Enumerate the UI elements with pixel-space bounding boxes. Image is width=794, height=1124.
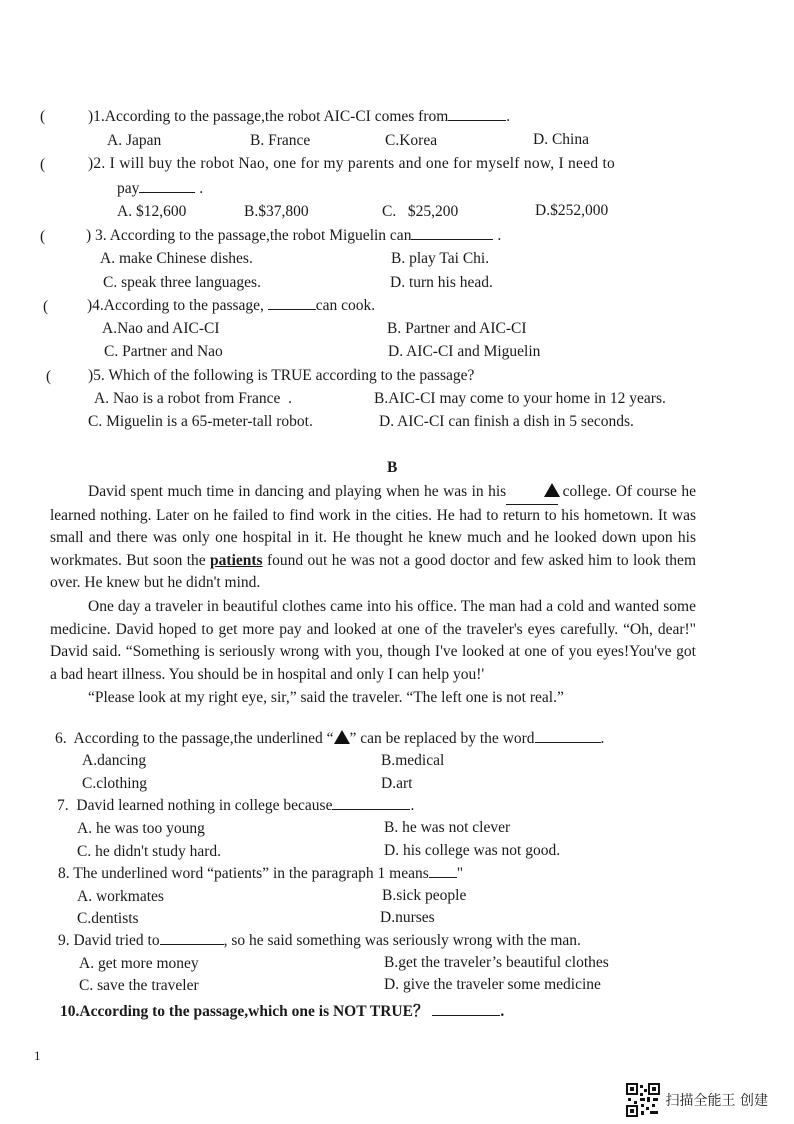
option-a: A. Nao is a robot from France . <box>94 390 293 407</box>
option-b: B.AIC-CI may come to your home in 12 years. <box>374 390 666 407</box>
answer-blank[interactable] <box>535 742 601 743</box>
scanner-watermark <box>626 1083 768 1117</box>
triangle-icon <box>334 730 350 744</box>
watermark-text: 扫描全能王 创建 <box>665 1093 768 1109</box>
option-d: D.art <box>381 775 413 792</box>
option-a: A. get more money <box>79 955 199 972</box>
option-b: B. France <box>250 132 311 149</box>
answer-paren: ( <box>40 108 46 125</box>
option-a: A. $12,600 <box>117 203 187 220</box>
question-number: )5. <box>88 367 105 384</box>
triangle-icon <box>544 483 560 497</box>
option-b: B. he was not clever <box>384 819 511 836</box>
qr-code-icon <box>626 1083 660 1117</box>
option-b: B.$37,800 <box>244 203 309 220</box>
option-c: C. Partner and Nao <box>104 343 223 360</box>
option-d: D. AIC-CI can finish a dish in 5 seconds. <box>379 413 634 430</box>
underlined-word: patients <box>210 551 263 569</box>
answer-paren: ( <box>43 298 49 315</box>
question-stem: According to the passage,the robot AIC-CI comes from <box>104 108 449 125</box>
question-number: )2. <box>88 155 106 172</box>
option-d: D. turn his head. <box>390 274 493 291</box>
question-stem: Which of the following is TRUE according to the passage? <box>108 367 475 384</box>
answer-paren: ( <box>40 156 46 173</box>
question-stem: I will buy the robot Nao, one for my parents and one for myself now, I need to <box>109 155 615 172</box>
paragraph-2: One day a traveler in beautiful clothes came into his office. The man had a cold and wanted some medicine. David hoped to get more pay and looked at one of the traveler's eyes carefully. “Oh, dear!" David said. “Something is seriously wrong with you, though I've looked at one of you eyes!You've got a bad heart illness. You should be in hospital and only I can help you!' <box>50 597 696 683</box>
question-number: )4. <box>87 297 104 314</box>
option-d: D. AIC-CI and Miguelin <box>388 343 541 360</box>
question-number: 9. <box>58 932 70 949</box>
option-c: C.Korea <box>385 132 438 149</box>
answer-blank[interactable] <box>139 192 195 193</box>
option-c: C. $25,200 <box>382 203 459 220</box>
option-a: A. make Chinese dishes. <box>100 250 253 267</box>
section-heading: B <box>387 459 398 476</box>
question-stem: According to the passage, <box>103 297 264 314</box>
option-d: D. his college was not good. <box>384 842 561 859</box>
answer-blank[interactable] <box>160 944 224 945</box>
question-stem: According to the passage,the robot Miguelin can <box>109 227 412 244</box>
answer-blank[interactable] <box>332 809 410 810</box>
answer-blank[interactable] <box>268 309 316 310</box>
answer-blank[interactable] <box>432 1015 500 1016</box>
option-d: D.nurses <box>380 909 435 926</box>
answer-blank[interactable] <box>429 877 457 878</box>
option-c: C.dentists <box>77 910 139 927</box>
paragraph-1: David spent much time in dancing and playing when he was in his college. Of course he learned nothing. Later on he failed to find work in the cities. He had to return to his hometown. It was small and there was only one hospital in it. He thought he knew much and he looked down upon his workmates. But soon the patients found out he was not a good doctor and few asked him to look them over. He knew but he didn't mind. <box>50 483 696 592</box>
triangle-blank <box>506 481 558 505</box>
reading-passage <box>50 481 696 710</box>
answer-paren: ( <box>40 228 46 245</box>
option-b: B. play Tai Chi. <box>391 250 490 267</box>
question-number: 10. <box>60 1003 80 1020</box>
answer-blank[interactable] <box>448 120 506 121</box>
option-d: D. China <box>533 131 589 148</box>
answer-blank[interactable] <box>411 239 493 240</box>
question-number: )1. <box>88 108 105 125</box>
option-c: C. save the traveler <box>79 977 199 994</box>
option-a: A.Nao and AIC-CI <box>102 320 220 337</box>
option-a: A.dancing <box>82 752 147 769</box>
question-number: 7. <box>57 797 69 814</box>
option-c: C. Miguelin is a 65-meter-tall robot. <box>88 413 313 430</box>
option-c: C. he didn't study hard. <box>77 843 222 860</box>
option-c: C.clothing <box>82 775 148 792</box>
question-number: 8. <box>58 865 70 882</box>
option-c: C. speak three languages. <box>103 274 261 291</box>
option-d: D.$252,000 <box>535 202 609 219</box>
option-a: A. he was too young <box>77 820 205 837</box>
page-mark: 1 <box>34 1048 41 1063</box>
option-b: B.get the traveler’s beautiful clothes <box>384 954 609 971</box>
question-number: 6. <box>55 730 67 747</box>
question-number: ) 3. <box>86 227 107 244</box>
option-b: B. Partner and AIC-CI <box>387 320 527 337</box>
option-a: A. workmates <box>77 888 164 905</box>
option-b: B.medical <box>381 752 445 769</box>
option-b: B.sick people <box>382 887 467 904</box>
answer-paren: ( <box>46 368 52 385</box>
paragraph-3: “Please look at my right eye, sir,” said the traveler. “The left one is not real.” <box>88 689 564 707</box>
option-a: A. Japan <box>107 132 162 149</box>
option-d: D. give the traveler some medicine <box>384 976 601 993</box>
